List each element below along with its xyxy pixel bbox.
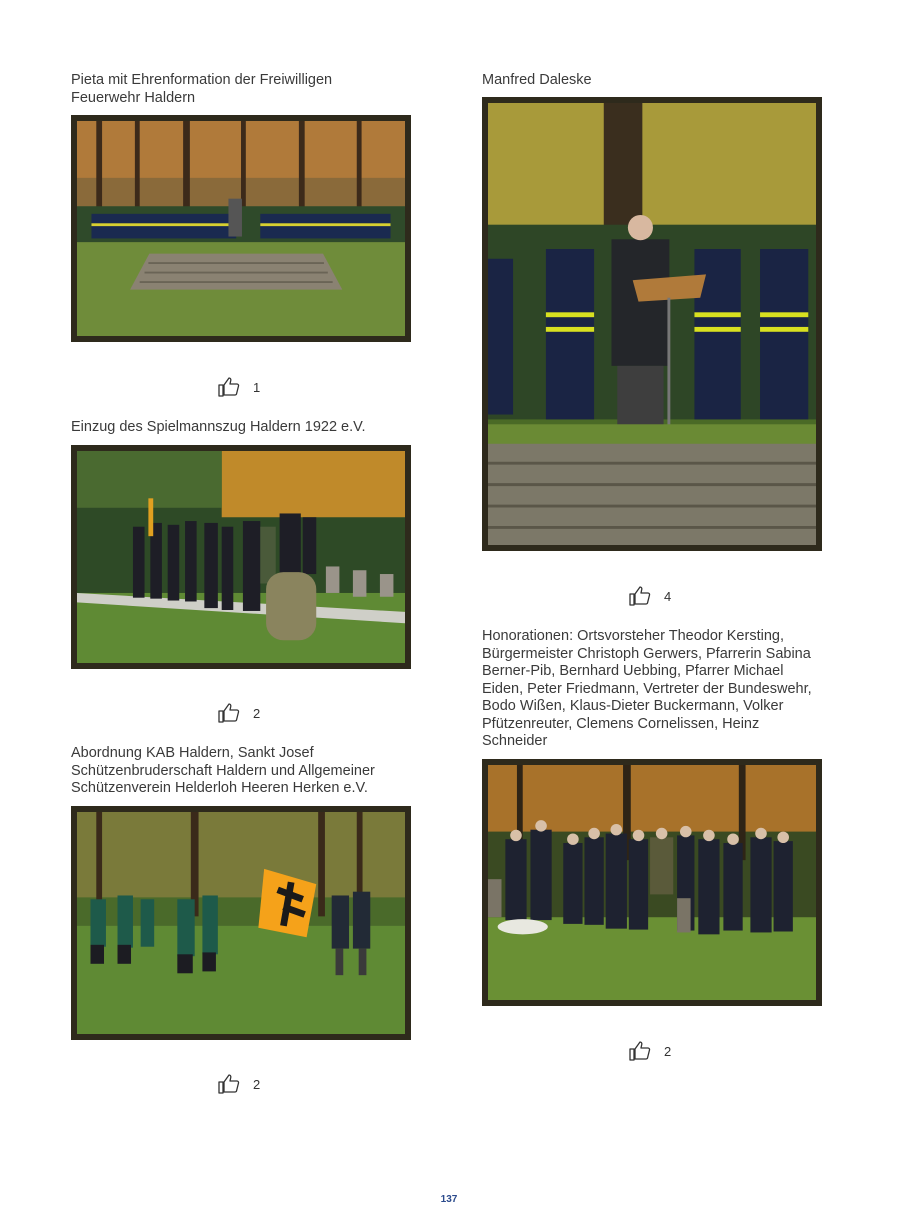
like-counter (217, 375, 260, 399)
thumbs-up-icon[interactable] (628, 584, 652, 608)
post-caption: Manfred Daleske (482, 72, 592, 88)
photo-pieta[interactable] (71, 115, 411, 342)
like-counter (628, 584, 671, 608)
like-count: 2 (253, 705, 261, 721)
like-count: 2 (664, 1043, 672, 1059)
post-caption: Einzug des Spielmannszug Haldern 1922 e.V. (71, 419, 366, 435)
post-caption: Pieta mit Ehrenformation der Freiwilligen Feuerwehr Haldern (71, 72, 333, 106)
like-count: 1 (253, 379, 261, 395)
thumbs-up-icon[interactable] (217, 1072, 241, 1096)
like-count: 2 (253, 1076, 261, 1092)
like-counter (217, 1072, 260, 1096)
post-caption: Abordnung KAB Haldern, Sankt Josef Schützenbruderschaft Haldern und Allgemeiner Schützenverein Helderloh Heeren Herken e.V. (71, 745, 375, 796)
like-counter (217, 701, 260, 725)
like-counter (628, 1039, 671, 1063)
photo-honorationen[interactable] (482, 759, 822, 1006)
photo-daleske[interactable] (482, 97, 822, 551)
thumbs-up-icon[interactable] (628, 1039, 652, 1063)
post-caption: Honorationen: Ortsvorsteher Theodor Kersting, Bürgermeister Christoph Gerwers, Pfarrerin Sabina Berner-Pib, Bernhard Uebbing, Pfarrer Michael Eiden, Peter Friedmann, Vertreter der Bundeswehr, Bodo Wißen, Klaus-Dieter Buckermann, Volker Pfützenreuter, Clemens Cornelissen, Heinz Schneider (482, 628, 812, 749)
photo-abordnung[interactable] (71, 806, 411, 1040)
like-count: 4 (664, 588, 672, 604)
photo-spielmannszug[interactable] (71, 445, 411, 669)
thumbs-up-icon[interactable] (217, 701, 241, 725)
thumbs-up-icon[interactable] (217, 375, 241, 399)
page-number: 137 (440, 1194, 458, 1205)
